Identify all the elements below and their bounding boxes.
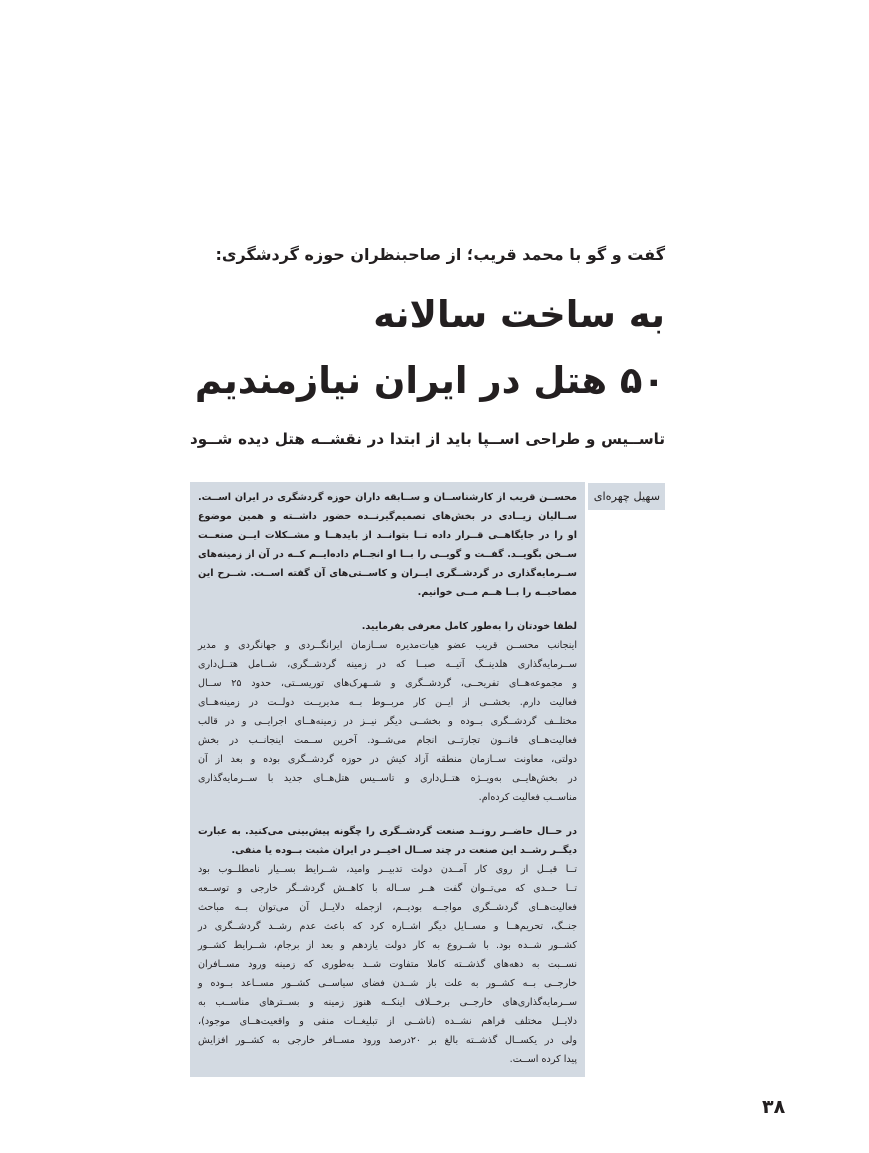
answer-line: فعالیت دارم. بخشــی از ایــن کار مربــوط بــه مدیریــت دولــت در زمینه‌هــای: [198, 697, 577, 708]
answer-line: پیدا کرده اســت.: [509, 1054, 577, 1065]
intro-line: ســخن بگویــد. گفــت و گویــی را بــا او انجــام داده‌ایــم کــه در آن از زمینه‌های: [198, 549, 577, 560]
answer-line: مختلــف گردشــگری بــوده و بخشــی دیگر نیــز در زمینه‌هــای اجرایــی و در قالب: [198, 716, 577, 727]
answer-line: جنــگ، تحریم‌هــا و مســایل دیگر اشــاره کرد که باعث عدم رشــد گردشــگری در: [198, 921, 577, 932]
intro-line: محســن قریب از کارشناســان و ســابقه داران حوزه گردشگری در ایران اســت.: [198, 492, 577, 503]
author-byline: سهیل چهره‌ای: [593, 490, 660, 503]
question-line: دیگــر رشــد این صنعت در چند ســال اخیــر در ایران مثبت بــوده یا منفی.: [231, 845, 577, 856]
kicker: گفت و گو با محمد قریب؛ از صاحبنظران حوزه گردشگری:: [215, 245, 665, 264]
answer-line: ســرمایه‌گذاری‌های خارجــی برخــلاف اینکــه هنوز زمینه و بســترهای مناســب به: [198, 997, 577, 1008]
headline-line-1: به ساخت سالانه: [373, 293, 665, 336]
answer-line: دولتی، معاونت ســازمان منطقه آزاد کیش در حوزه گردشــگری بوده و بعد از آن: [198, 754, 577, 765]
answer-line: ولی در یکســال گذشــته بالغ بر ۲۰درصد ورود مســافر خارجی به کشــور افزایش: [198, 1035, 578, 1046]
intro-line: او را در جایگاهــی قــرار داده تــا بتوانــد از بایدهــا و مشــکلات ایــن صنعــت: [198, 530, 577, 541]
answer-line: تــا حــدی که می‌تــوان گفت هــر ســاله با کاهــش گردشــگر خارجی و توســعه: [198, 883, 577, 894]
author-byline-box: [588, 483, 665, 510]
intro-line: ســالیان زیــادی در بخش‌های تصمیم‌گیرنــده حضور داشــته و همین موضوع: [198, 511, 577, 522]
answer-line: ســرمایه‌گذاری هلدینــگ آتیــه صبــا که در زمینه گردشــگری، شــامل هتــل‌داری: [198, 659, 577, 670]
intro-line: مصاحبــه را بــا هــم مــی خوانیم.: [417, 587, 577, 598]
answer-line: اینجانب محســن قریب عضو هیات‌مدیره ســازمان ایرانگــردی و جهانگردی و مدیر: [198, 640, 577, 651]
qa-block: [198, 822, 577, 1069]
headline-line-2: ۵۰ هتل در ایران نیازمندیم: [194, 359, 665, 402]
question-line: لطفا خودتان را به‌طور کامل معرفی بفرمایید.: [361, 621, 577, 632]
qa-block: [198, 617, 577, 807]
answer-line: تــا قبــل از روی کار آمــدن دولت تدبیــر وامید، شــرایط بســیار نامطلــوب بود: [198, 864, 577, 875]
answer-line: و مجموعه‌هــای تفریحــی، گردشــگری و شــهرک‌های توریســتی، حدود ۲۵ ســال: [198, 678, 578, 689]
answer-line: مناســب فعالیت کرده‌ام.: [478, 792, 577, 803]
page-number: ۳۸: [762, 1096, 786, 1118]
subtitle: تاســیس و طراحی اســپا باید از ابتدا در نقشــه هتل دیده شــود: [190, 430, 665, 448]
answer-line: فعالیت‌هــای گردشــگری مواجــه بودیــم، ازجمله دلایــل آن می‌توان بــه مباحث: [198, 902, 577, 913]
intro-line: ســرمایه‌گذاری در گردشــگری ایــران و کاســتی‌های آن گفته اســت. شــرح این: [198, 568, 577, 579]
answer-line: کشــور شــده بود. با شــروع به کار دولت یازدهم و بعد از برجام، شــرایط کشــور: [198, 940, 577, 951]
answer-line: خارجــی بــه کشــور به علت باز شــدن فضای سیاســی کشــور مســاعد بــوده و: [198, 978, 577, 989]
answer-line: نســبت به دهه‌های گذشــته کاملا متفاوت شــد به‌طوری که زمینه ورود مســافران: [198, 959, 577, 970]
answer-line: فعالیت‌هــای قانــون تجارتــی انجام می‌شــود. آخرین ســمت اینجانــب در بخش: [198, 735, 577, 746]
interview-text-box: [190, 482, 585, 1077]
answer-line: دلایــل مختلف فراهم نشــده (ناشــی از تبلیغــات منفی و واقعیت‌هــای موجود)،: [198, 1016, 577, 1027]
question-line: در حــال حاضــر رونــد صنعت گردشــگری را چگونه پیش‌بینی می‌کنید. به عبارت: [198, 826, 577, 837]
answer-line: در بخش‌هایــی به‌ویــژه هتــل‌داری و تاســیس هتل‌هــای جدید با ســرمایه‌گذاری: [198, 773, 577, 784]
intro-paragraph: [198, 488, 577, 602]
